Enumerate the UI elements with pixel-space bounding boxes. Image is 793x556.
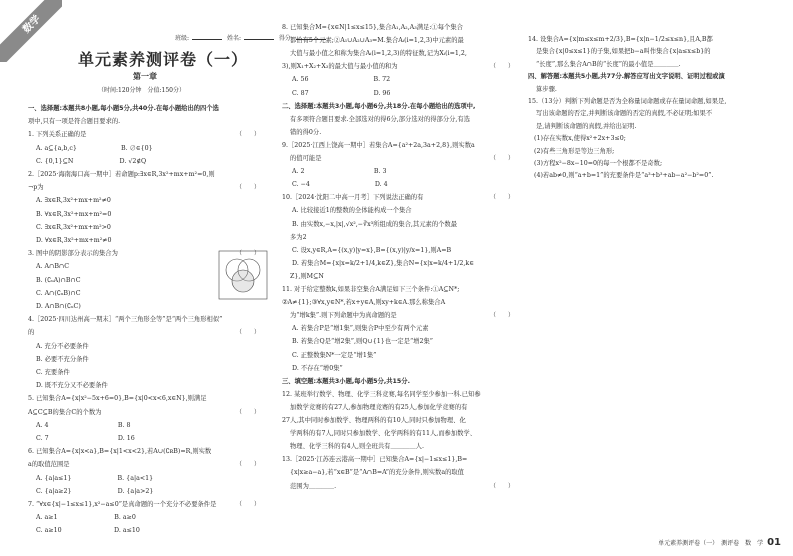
answer-bracket[interactable]: （ ） [490, 482, 515, 490]
col2-line: C. −4 D. 4 [292, 181, 388, 189]
col2-line: 三、填空题:本题共3小题,每小题5分,共15分. [282, 377, 410, 385]
col1-line: A. ∃x∈R,3x²+mx+m²≠0 [36, 197, 111, 205]
col1-line: D. ∀x∈R,3x²+mx+m²≠0 [36, 237, 112, 244]
subject-label: 数学 [0, 0, 62, 62]
col3-line: (4)若ab≠0,则“a+b=1”的充要条件是“a³+b³+ab−a²−b²=0”. [534, 172, 714, 180]
col1-line: 项中,只有一项是符合题目要求的. [28, 118, 121, 126]
col1-line: B. ∀x∈R,3x²+mx+m²=0 [36, 210, 112, 218]
col1-line: A. a≥1 B. a≥0 [36, 514, 136, 522]
col2-line: B. 若集合Q是“增2集”,则Q∪{1}也一定是“增2集” [292, 338, 434, 346]
col1-line: 3. 图中的阴影部分表示的集合为 [28, 250, 118, 258]
col2-line: 学两科的有7人,同时只参加数学、化学两科的有11人,而参加数学、 [290, 430, 477, 438]
col2-line: 12. 某班举行数学、物理、化学三科竞赛,每名同学至少参加一科.已知参 [282, 390, 481, 398]
page-footer [658, 537, 781, 549]
col1-line: C. ∃x∈R,3x²+mx+m²>0 [36, 223, 111, 231]
answer-bracket[interactable]: （ ） [236, 329, 261, 337]
col1-line: C. a≥10 D. a≤10 [36, 527, 140, 535]
col2-line: 多为2 [290, 233, 307, 241]
col2-line: {x|x≥a−a},若“x∈B”是“A∩B=A”的充分条件,则实数a的取值 [290, 469, 464, 477]
col2-line: 3),则X₁+X₂+X₃的最大值与最小值的和为 [282, 63, 398, 71]
answer-bracket[interactable]: （ ） [236, 501, 261, 508]
col1-line: A. A∩B∩C [36, 263, 70, 271]
col2-line: A. 2 B. 3 [292, 168, 387, 176]
time-info: （时间:120分钟 分值:150分） [98, 87, 185, 94]
answer-bracket[interactable]: （ ） [236, 408, 261, 416]
col2-line: 27人,其中同时参加数学、物理两科的有10人,同时只参加物理、化 [282, 417, 466, 424]
col2-line: 10.［2024·沈阳二中高一月考］下列说法正确的有 [282, 194, 424, 202]
col1-line: A. 4 B. 8 [36, 421, 131, 429]
col3-line: (3)方程x²−8x−10=0的每一个根都不是奇数; [534, 160, 663, 167]
page-number: 01 [767, 537, 781, 549]
answer-bracket[interactable]: （ ） [490, 63, 515, 71]
name-blank[interactable] [244, 34, 274, 40]
col2-line: 二、选择题:本题共3小题,每小题6分,共18分.在每小题给出的选项中, [282, 102, 476, 110]
col2-line: A. 56 B. 72 [292, 76, 391, 84]
class-label: 班级: [175, 35, 190, 42]
col2-line: 8. 已知集合M={x∈N|1≤x≤15},集合A₁,A₂,A₃满足:①每个集合 [282, 24, 463, 31]
col2-line: 范围为＿＿＿＿. [290, 482, 337, 490]
col2-line: D. 不存在“增0集” [292, 364, 343, 372]
name-label: 姓名: [226, 35, 241, 42]
col2-line: 为“增k集”.则下列命题中为真命题的是 [290, 312, 397, 320]
col3-line: “长度”,那么集合A∩B的“长度”的最小值是＿＿＿＿. [536, 60, 681, 68]
col3-line: 15.（13分）判断下列命题是否为全称量词命题或存在量词命题,如果是, [528, 98, 727, 105]
col1-line: C. A∩(∁ᵤB)∩C [36, 289, 81, 297]
col2-line: C. 正整数集N*一定是“增1集” [292, 351, 377, 359]
col2-line: ②A≠{1};③∀x,y∈N*,若x+y∈A,则xy+k∈A.那么称集合A [282, 299, 446, 307]
col2-line: C. 87 D. 96 [292, 89, 391, 97]
col1-line: C. 充要条件 [36, 369, 70, 376]
col2-line: 9.［2025·江西上饶高一期中］若集合A={a²+2a,3a+2,8},则实数a [282, 141, 475, 149]
answer-bracket[interactable]: （ ） [236, 461, 261, 469]
venn-diagram [218, 250, 268, 300]
col2-line: 11. 对于给定整数k,如果非空集合A满足如下三个条件:①A⊆N*; [282, 286, 460, 293]
col3-line: (2)有些三角形是等边三角形; [534, 147, 615, 155]
col1-line: 6. 已知集合A={x|x<a},B={x|1<x<2},若A∪(∁ʀB)=R,则实数 [28, 448, 212, 456]
col2-line: 大值与最小值之和称为集合Aᵢ(i=1,2,3)的特征数,记为Xᵢ(i=1,2, [290, 50, 467, 58]
chapter-heading: 第一章 [133, 72, 157, 81]
answer-bracket[interactable]: （ ） [236, 131, 261, 139]
col2-line: 都恰有5个元素;②A₁∪A₂∪A₃=M.集合Aᵢ(i=1,2,3)中元素的最 [290, 37, 464, 45]
col1-line: C. 7 D. 16 [36, 435, 135, 442]
col3-line: 写出该命题的否定,并判断该命题的否定的真假,不必证明;如果不 [536, 110, 713, 118]
col2-line: D. 若集合M={x|x=k/2+1/4,k∈Z},集合N={x|x=k/4+1/2,k∈ [292, 259, 474, 267]
col3-line: 四、解答题:本题共5小题,共77分.解答应写出文字说明、证明过程或演 [528, 73, 725, 81]
col2-line: C. 设x,y∈R,A={(x,y)|y=x},B={(x,y)|y/x=1},则A=B [292, 246, 452, 254]
score-label: 得分: [278, 35, 293, 42]
col2-line: Z},则M⊆N [290, 272, 324, 280]
col2-line: 加数学竞赛的有27人,参加物理竞赛的有25人,参加化学竞赛的有 [290, 403, 468, 411]
col1-line: 2.［2025·海南海口高一期中］若命题p:∃x∈R,3x²+mx+m²=0,则 [28, 171, 215, 178]
col1-line: a的取值范围是 [28, 461, 70, 469]
col1-line: 7. “∀x∈{x|−1≤x≤1},x²−a≤0”是真命题的一个充分不必要条件是 [28, 501, 217, 508]
col1-line: B. (∁ᵤA)∩B∩C [36, 276, 81, 284]
col1-line: B. 必要不充分条件 [36, 355, 89, 363]
col3-line: 是集合{x|0≤x≤1}的子集,如果把b−a叫作集合{x|a≤x≤b}的 [536, 48, 711, 56]
col1-line: A. 充分不必要条件 [36, 342, 89, 350]
col2-line: 13.［2025·江苏连云港高一期中］已知集合A={x|−1≤x≤1},B= [282, 456, 468, 464]
col1-line: A. a⊆{a,b,c} B. ∅∈{0} [36, 144, 153, 152]
subject-corner-tag [0, 0, 62, 62]
col3-line: (1)存在实数x,使得x²+2x+3≤0; [534, 135, 626, 143]
col2-line: B. 由实数x,−x,|x|,√x²,−∛x³所组成的集合,其元素的个数最 [292, 220, 458, 228]
col1-line: C. {0,1}⊆N D. √2∉Q [36, 157, 147, 165]
answer-bracket[interactable]: （ ） [236, 184, 261, 192]
col1-line: 4.［2025·四川达州高一期末］“两个三角形全等”是“两个三角形相似” [28, 316, 223, 324]
col1-line: 1. 下列关系正确的是 [28, 131, 87, 139]
class-blank[interactable] [192, 34, 222, 40]
col2-line: 的值可能是 [290, 155, 322, 162]
col1-line: D. 既不充分又不必要条件 [36, 382, 108, 390]
col1-line: 5. 已知集合A={x|x²−5x+6=0},B={x|0<x<6,x∈N},则满足 [28, 395, 207, 403]
col3-line: 14. 设集合A={x|m≤x≤m+2/3},B={x|n−1/2≤x≤n},且A,B都 [528, 36, 713, 43]
col1-line: A⊆C⊆B的集合C的个数为 [28, 408, 102, 416]
answer-bracket[interactable]: （ ） [490, 194, 515, 202]
col2-line: 物理、化学三科的有4人,则全班共有＿＿＿＿人. [290, 443, 424, 451]
col1-line: 一、选择题:本题共8小题,每小题5分,共40分.在每小题给出的四个选 [28, 105, 219, 112]
footer-text: 单元素养测评卷（一） 测评卷 数 学 [658, 540, 764, 548]
col1-line: ¬p为 [28, 184, 44, 192]
answer-bracket[interactable]: （ ） [490, 155, 515, 162]
answer-bracket[interactable]: （ ） [236, 250, 261, 258]
col1-line: A. {a|a≤1} B. {a|a<1} [36, 474, 154, 482]
col3-line: 是,请判断该命题的真假,并给出证明. [536, 122, 637, 130]
col3-line: 算步骤. [536, 85, 557, 93]
col2-line: A. 若集合P是“增1集”,则集合P中至少有两个元素 [292, 325, 429, 333]
col2-line: 错的得0分. [290, 128, 322, 136]
page-title: 单元素养测评卷（一） [78, 50, 249, 69]
col2-line: A. 比较接近1的整数的全体能构成一个集合 [292, 207, 412, 215]
col1-line: 的 [28, 329, 35, 337]
answer-bracket[interactable]: （ ） [490, 312, 515, 320]
col2-line: 有多项符合题目要求.全部选对的得6分,部分选对的得部分分,有选 [290, 115, 471, 123]
col1-line: D. A∩B∩(∁ᵤC) [36, 303, 81, 310]
col1-line: C. {a|a≥2} D. {a|a>2} [36, 487, 154, 495]
